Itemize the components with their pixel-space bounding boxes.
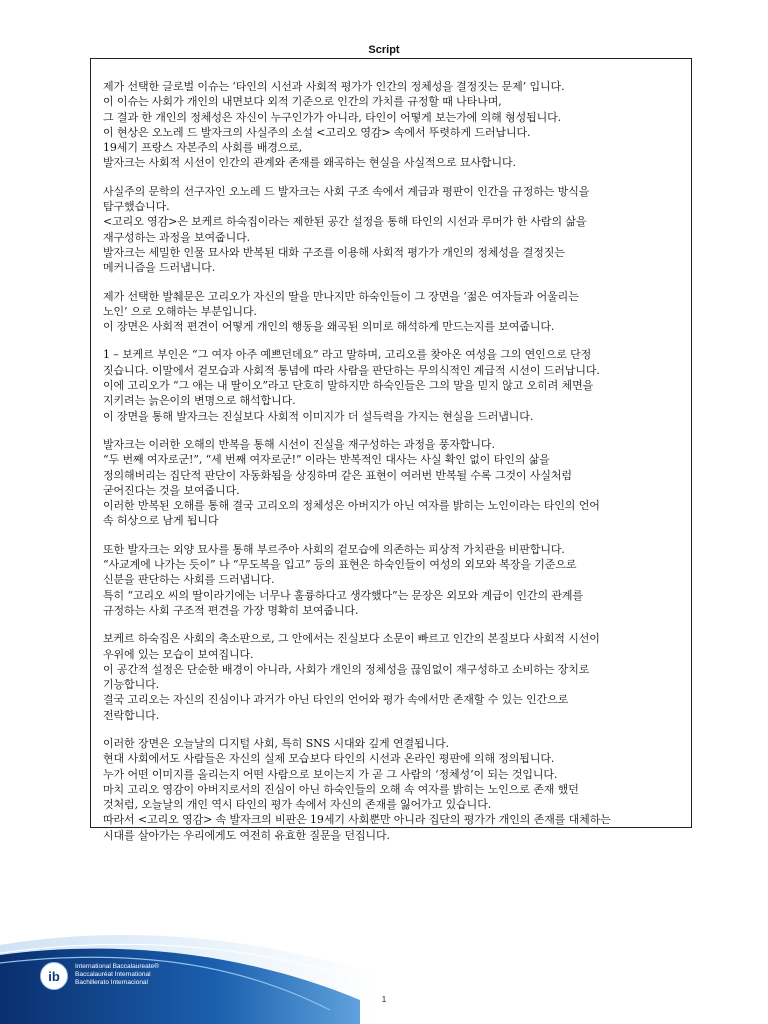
org-name-es: Bachillerato Internacional xyxy=(75,979,148,986)
text-line: “두 번째 여자로군!”, “세 번째 여자로군!” 이라는 반복적인 대사는 사실 확인 없이 타인의 삶을 xyxy=(103,453,550,467)
text-line: 이 공간적 설정은 단순한 배경이 아니라, 사회가 개인의 정체성을 끊임없이 재구성하고 소비하는 장치로 xyxy=(103,662,590,676)
text-line: 따라서 <고리오 영감> 속 발자크의 비판은 19세기 사회뿐만 아니라 집단의 평가가 개인의 존재를 대체하는 xyxy=(103,813,611,827)
text-line: 보케르 하숙집은 사회의 축소판으로, 그 안에서는 진실보다 소문이 빠르고 인간의 본질보다 사회적 시선이 xyxy=(103,632,600,646)
text-line: “사교계에 나가는 듯이” 나 “무도복을 입고” 등의 표현은 하숙인들이 여성의 외모와 복장을 기준으로 xyxy=(103,558,577,572)
paragraph xyxy=(103,437,681,529)
text-line: 전락합니다. xyxy=(103,708,160,722)
text-line: 결국 고리오는 자신의 진심이나 과거가 아닌 타인의 언어와 평가 속에서만 존재할 수 있는 인간으로 xyxy=(103,693,569,707)
text-line: 시대를 살아가는 우리에게도 여전히 유효한 질문을 던집니다. xyxy=(103,828,390,842)
text-line: 속 허상으로 남게 됩니다 xyxy=(103,514,219,528)
text-line: <고리오 영감>은 보케르 하숙집이라는 제한된 공간 설정을 통해 타인의 시선과 루머가 한 사람의 삶을 xyxy=(103,215,587,229)
text-line: 누가 어떤 이미지를 올리는지 어떤 사람으로 보이는지 가 곧 그 사람의 ‘정체성’이 되는 것입니다. xyxy=(103,767,558,781)
page-title: Script xyxy=(368,44,400,56)
paragraph xyxy=(103,736,681,843)
text-line: 발자크는 세밀한 인물 묘사와 반복된 대화 구조를 이용해 사회적 평가가 개인의 정체성을 결정짓는 xyxy=(103,245,565,259)
page-number: 1 xyxy=(381,995,387,1004)
text-line: 지키려는 늙은이의 변명으로 해석합니다. xyxy=(103,394,296,408)
text-line: 굳어진다는 것을 보여줍니다. xyxy=(103,483,240,497)
text-line: 신분을 판단하는 사회를 드러냅니다. xyxy=(103,573,275,587)
text-line: 정의해버리는 집단적 판단이 자동화됨을 상징하며 같은 표현이 여러번 반복될 수록 그것이 사실처럼 xyxy=(103,468,572,482)
text-line: 이 현상은 오노레 드 발자크의 사실주의 소설 <고리오 영감> 속에서 뚜렷하게 드러납니다. xyxy=(103,125,531,139)
text-line: 1 – 보케르 부인은 “그 여자 아주 예쁘던데요” 라고 말하며, 고리오를 찾아온 여성을 그의 연인으로 단정 xyxy=(103,348,592,362)
text-line: 이 이슈는 사회가 개인의 내면보다 외적 기준으로 인간의 가치를 규정할 때 나타나며, xyxy=(103,95,502,109)
text-line: 사실주의 문학의 선구자인 오노레 드 발자크는 사회 구조 속에서 계급과 평판이 인간을 규정하는 방식을 xyxy=(103,184,590,198)
paragraph xyxy=(103,347,681,423)
text-line: 이러한 반복된 오해를 통해 결국 고리오의 정체성은 아버지가 아닌 여자를 밝히는 노인이라는 타인의 언어 xyxy=(103,499,600,513)
paragraph xyxy=(103,542,681,618)
org-name-en: International Baccalaureate® xyxy=(75,963,159,970)
text-line: 규정하는 사회 구조적 편견을 가장 명확히 보여줍니다. xyxy=(103,603,359,617)
text-line: 특히 “고리오 씨의 딸이라기에는 너무나 훌륭하다고 생각했다”는 문장은 외모와 계급이 인간의 관계를 xyxy=(103,588,583,602)
script-box xyxy=(90,58,692,842)
text-line: 이 장면은 사회적 편견이 어떻게 개인의 행동을 왜곡된 의미로 해석하게 만드는지를 보여줍니다. xyxy=(103,320,555,334)
org-name-fr: Baccalauréat International xyxy=(75,971,151,978)
text-line: 현대 사회에서도 사람들은 자신의 실제 모습보다 타인의 시선과 온라인 평판에 의해 정의됩니다. xyxy=(103,752,555,766)
text-line: 메커니즘을 드러냅니다. xyxy=(103,261,216,275)
text-line: 또한 발자크는 외양 묘사를 통해 부르주아 사회의 겉모습에 의존하는 피상적 가치관을 비판합니다. xyxy=(103,542,565,556)
text-line: 이에 고리오가 “그 애는 내 딸이오”라고 단호히 말하지만 하숙인들은 그의 말을 믿지 않고 오히려 체면을 xyxy=(103,379,594,393)
text-line: 이 장면을 통해 발자크는 진실보다 사회적 이미지가 더 설득력을 가지는 현실을 드러냅니다. xyxy=(103,409,534,423)
paragraph xyxy=(103,289,681,335)
paragraph xyxy=(103,79,681,171)
text-line: 노인’ 으로 오해하는 부분입니다. xyxy=(103,304,257,318)
text-line: 이러한 장면은 오늘날의 디지털 사회, 특히 SNS 시대와 깊게 연결됩니다. xyxy=(103,736,449,750)
text-line: 발자크는 사회적 시선이 인간의 관계와 존재를 왜곡하는 현실을 사실적으로 묘사합니다. xyxy=(103,156,516,170)
text-line: 재구성하는 과정을 보여줍니다. xyxy=(103,230,251,244)
paragraph xyxy=(103,631,681,723)
ib-organization-names xyxy=(75,963,159,987)
text-line: 19세기 프랑스 자본주의 사회를 배경으로, xyxy=(103,141,303,155)
text-line: 우위에 있는 모습이 보여집니다. xyxy=(103,647,254,661)
text-line: 기능합니다. xyxy=(103,678,160,692)
text-line: 짓습니다. 이말에서 겉모습과 사회적 통념에 따라 사람을 판단하는 무의식적인 계급적 시선이 드러납니다. xyxy=(103,363,600,377)
text-line: 발자크는 이러한 오해의 반복을 통해 시선이 진실을 재구성하는 과정을 풍자합니다. xyxy=(103,437,495,451)
text-line: 마치 고리오 영감이 아버지로서의 진심이 아닌 하숙인들의 오해 속 여자를 밝히는 노인으로 존재 했던 xyxy=(103,782,579,796)
text-line: 제가 선택한 발췌문은 고리오가 자신의 딸을 만나지만 하숙인들이 그 장면을 ‘젊은 여자들과 어울리는 xyxy=(103,289,579,303)
text-line: 탐구했습니다. xyxy=(103,200,170,214)
paragraph xyxy=(103,184,681,276)
ib-logo: ib xyxy=(40,962,68,990)
text-line: 그 결과 한 개인의 정체성은 자신이 누구인가가 아니라, 타인이 어떻게 보는가에 의해 형성됩니다. xyxy=(103,110,562,124)
text-line: 제가 선택한 글로벌 이슈는 ‘타인의 시선과 사회적 평가가 인간의 정체성을 결정짓는 문제’ 입니다. xyxy=(103,80,565,93)
script-body xyxy=(103,79,681,843)
text-line: 것처럼, 오늘날의 개인 역시 타인의 평가 속에서 자신의 존재를 잃어가고 있습니다. xyxy=(103,798,492,812)
